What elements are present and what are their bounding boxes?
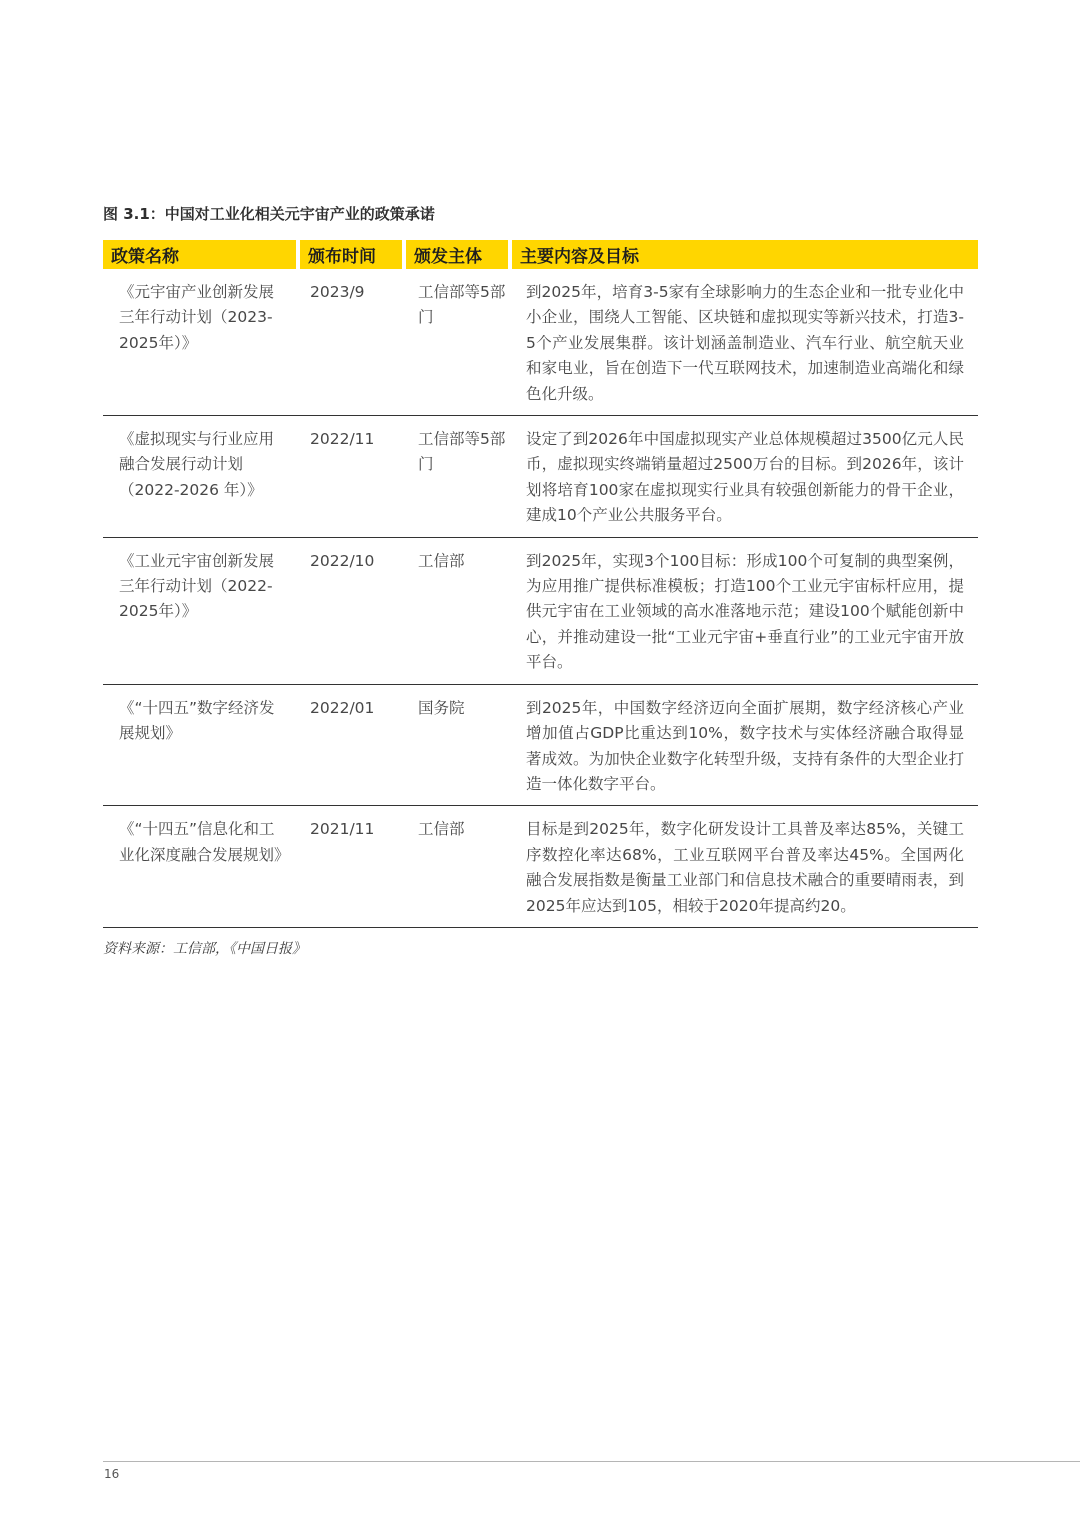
policy-name-cell: 《工业元宇宙创新发展三年行动计划（2022-2025年）》 <box>103 537 298 684</box>
content-cell: 到2025年，中国数字经济迈向全面扩展期，数字经济核心产业增加值占GDP比重达到10%，数字技术与实体经济融合取得显著成效。为加快企业数字化转型升级，支持有条件的大型企业打造一体化数字平台。 <box>510 684 978 806</box>
table-row <box>103 416 978 538</box>
issuer-cell: 国务院 <box>404 684 510 806</box>
page-number: 16 <box>104 1467 120 1481</box>
content-cell: 设定了到2026年中国虚拟现实产业总体规模超过3500亿元人民币，虚拟现实终端销量超过2500万台的目标。到2026年，该计划将培育100家在虚拟现实行业具有较强创新能力的骨干企业，建成10个产业公共服务平台。 <box>510 416 978 538</box>
content-cell: 到2025年，实现3个100目标：形成100个可复制的典型案例，为应用推广提供标准模板；打造100个工业元宇宙标杆应用，提供元宇宙在工业领域的高水准落地示范；建设100个赋能创新中心，并推动建设一批“工业元宇宙+垂直行业”的工业元宇宙开放平台。 <box>510 537 978 684</box>
issuer-cell: 工信部 <box>404 537 510 684</box>
content-cell: 目标是到2025年，数字化研发设计工具普及率达85%，关键工序数控化率达68%，工业互联网平台普及率达45%。全国两化融合发展指数是衡量工业部门和信息技术融合的重要晴雨表，到2025年应达到105，相较于2020年提高约20。 <box>510 806 978 928</box>
issue-date-cell: 2021/11 <box>298 806 404 928</box>
issuer-cell: 工信部 <box>404 806 510 928</box>
policy-name-cell: 《元宇宙产业创新发展三年行动计划（2023-2025年）》 <box>103 269 298 416</box>
content-cell: 到2025年，培育3-5家有全球影响力的生态企业和一批专业化中小企业，围绕人工智能、区块链和虚拟现实等新兴技术，打造3-5个产业发展集群。该计划涵盖制造业、汽车行业、航空航天业和家电业，旨在创造下一代互联网技术，加速制造业高端化和绿色化升级。 <box>510 269 978 416</box>
policy-name-cell: 《“十四五”信息化和工业化深度融合发展规划》 <box>103 806 298 928</box>
table-row <box>103 684 978 806</box>
table-row <box>103 269 978 416</box>
policy-table <box>103 240 978 928</box>
policy-name-cell: 《虚拟现实与行业应用融合发展行动计划（2022-2026 年）》 <box>103 416 298 538</box>
header-issuer: 颁发主体 <box>404 240 510 269</box>
issue-date-cell: 2023/9 <box>298 269 404 416</box>
header-policy-name: 政策名称 <box>103 240 298 269</box>
issuer-cell: 工信部等5部门 <box>404 416 510 538</box>
issue-date-cell: 2022/01 <box>298 684 404 806</box>
header-issue-date: 颁布时间 <box>298 240 404 269</box>
policy-name-cell: 《“十四五”数字经济发展规划》 <box>103 684 298 806</box>
issuer-cell: 工信部等5部门 <box>404 269 510 416</box>
table-row <box>103 806 978 928</box>
table-header-row <box>103 240 978 269</box>
table-row <box>103 537 978 684</box>
issue-date-cell: 2022/10 <box>298 537 404 684</box>
source-note: 资料来源：工信部，《中国日报》 <box>103 941 306 957</box>
issue-date-cell: 2022/11 <box>298 416 404 538</box>
figure-title: 图 3.1：中国对工业化相关元宇宙产业的政策承诺 <box>103 205 435 223</box>
header-content: 主要内容及目标 <box>510 240 978 269</box>
footer-divider <box>103 1461 1080 1462</box>
